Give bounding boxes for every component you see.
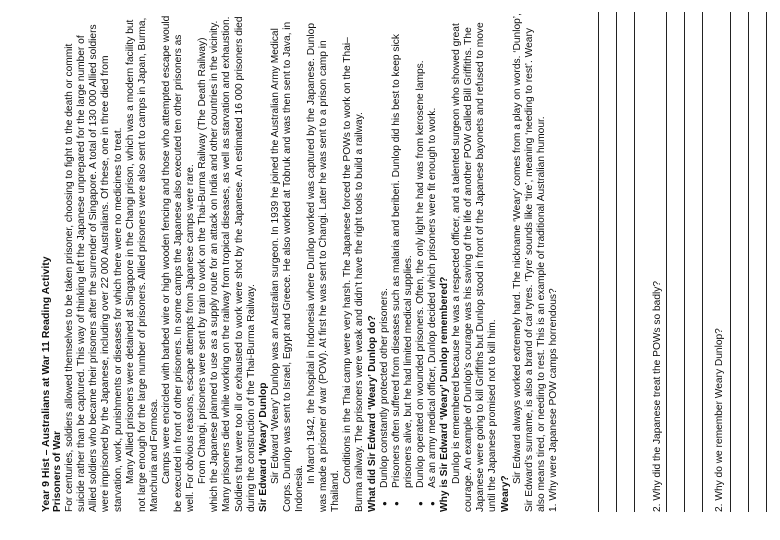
answer-line[interactable] (634, 12, 635, 512)
pow-paragraph-2: Many Allied prisoners were detained at Singapore in the Changi prison, which was a modern facility but not large enough for the large number of prisoners. Allied prisoners were also sent to camps in Japan, Burma, Manchuria and Formosa. (124, 17, 160, 512)
answer-line[interactable] (748, 12, 749, 512)
pow-heading: Prisoners of War (52, 430, 64, 512)
pow-paragraph-4: From Changi, prisoners were sent by train to work on the Thai-Burma Railway (The Death Railway) which the Japanese planned to use as a supply route for an attack on India and other countries in the vicinity. Many prisoners died while working on the railway from tropical diseases, as well as starvation and exhaustion. Soldiers that were too ill or exhausted to work were shot by the Japanese. An estimated 16 000 prisoners died during the construction of the Thai-Burma Railway. (197, 16, 257, 512)
list-item: ● Prisoners often suffered from diseases such as malaria and beriberi. Dunlop did his best to keep sick prisoners alive, but he had limited medical supplies. (391, 12, 415, 498)
worksheet-title: Year 9 Hist – Australians at War 11 Reading Activity (40, 256, 52, 512)
question-3: 2. Why do we remember Weary Dunlop? (714, 328, 725, 512)
answer-line[interactable] (730, 12, 731, 512)
worksheet-content (40, 12, 560, 512)
why-remembered-paragraph: Dunlop is remembered because he was a respected officer, and a talented surgeon who showed great courage. An example of Dunlop’s courage was his saving of the life of another POW called Bill Griffiths. The Japanese were going to kill Griffiths but Dunlop stood in front of the Japanese bayonets and refused to move until the Japanese promised not to kill him. (451, 22, 499, 512)
list-item: ● Dunlop operated on wounded prisoners. Often, the only light he had was from kerosene lamps. (415, 12, 427, 498)
what-did-dunlop-do-heading: What did Sir Edward ‘Weary’ Dunlop do? (366, 315, 378, 512)
list-item: ● Dunlop constantly protected other prisoners. (379, 12, 391, 498)
answer-line[interactable] (616, 12, 617, 512)
list-item: ● As an army medical officer, Dunlop decided which prisoners were fit enough to work. (427, 12, 439, 498)
why-remembered-heading: Why is Sir Edward ‘Weary’ Dunlop remembered? (439, 276, 451, 512)
question-2: 2. Why did the Japanese treat the POWs so badly? (652, 280, 663, 512)
answer-line[interactable] (684, 12, 685, 512)
pow-paragraph-3: Camps were encircled with barbed wire or high wooden fencing and those who attempted escape would be executed in front of other prisoners. In some camps the Japanese also executed ten other prisoners as well. For obvious reasons, escape attempts from Japanese camps were rare. (160, 15, 197, 512)
answer-line[interactable] (766, 12, 767, 512)
dunlop-paragraph-3: Conditions in the Thai camp were very harsh. The Japanese forced the POWs to work on the Thai–Burma railway. The prisoners were weak and didn’t have the right tools to build a railway. (342, 37, 366, 512)
answer-line[interactable] (702, 12, 703, 512)
answer-line[interactable] (666, 12, 667, 512)
weary-heading: Weary? (499, 475, 511, 512)
dunlop-heading: Sir Edward ‘Weary’ Dunlop (257, 382, 269, 512)
dunlop-paragraph-1: Sir Edward ‘Weary’ Dunlop was an Australian surgeon. In 1939 he joined the Australian Army Medical Corps. Dunlop was sent to Israel, Egypt and Greece. He also worked at Tobruk and was then sent to Java, in Indonesia. (269, 21, 305, 512)
dunlop-paragraph-2: In March 1942, the hospital in Indonesia where Dunlop worked was captured by the Japanese. Dunlop was made a prisoner of war (POW). At first he was sent to Changi. Later he was sent to a prison camp in Thailand. (306, 23, 342, 512)
question-1: 1. Why were Japanese POW camps horrendous? (547, 288, 559, 512)
pow-paragraph-1: For centuries, soldiers allowed themselves to be taken prisoner, choosing to fight to the death or commit suicide rather than be captured. This way of thinking left the Japanese unprepared for the large number of Allied soldiers who became their prisoners after the surrender of Singapore. A total of 130 000 Allied soldiers were imprisoned by the Japanese, including over 22 000 Australians. Of these, one in three died from starvation, work, punishments or diseases for which there were no medicines to treat. (64, 24, 124, 512)
dunlop-actions-list (379, 12, 439, 512)
weary-paragraph: Sir Edward always worked extremely hard. The nickname ‘Weary’ comes from a play on words. ‘Dunlop’, Sir Edward’s surname, is also a brand of car tyres. ‘Tyre’ sounds like ‘tire’, meaning ‘needing to rest’. Weary also means tired, or needing to rest. This is an example of traditional Australian humour. (511, 13, 547, 512)
answer-line[interactable] (598, 12, 599, 512)
